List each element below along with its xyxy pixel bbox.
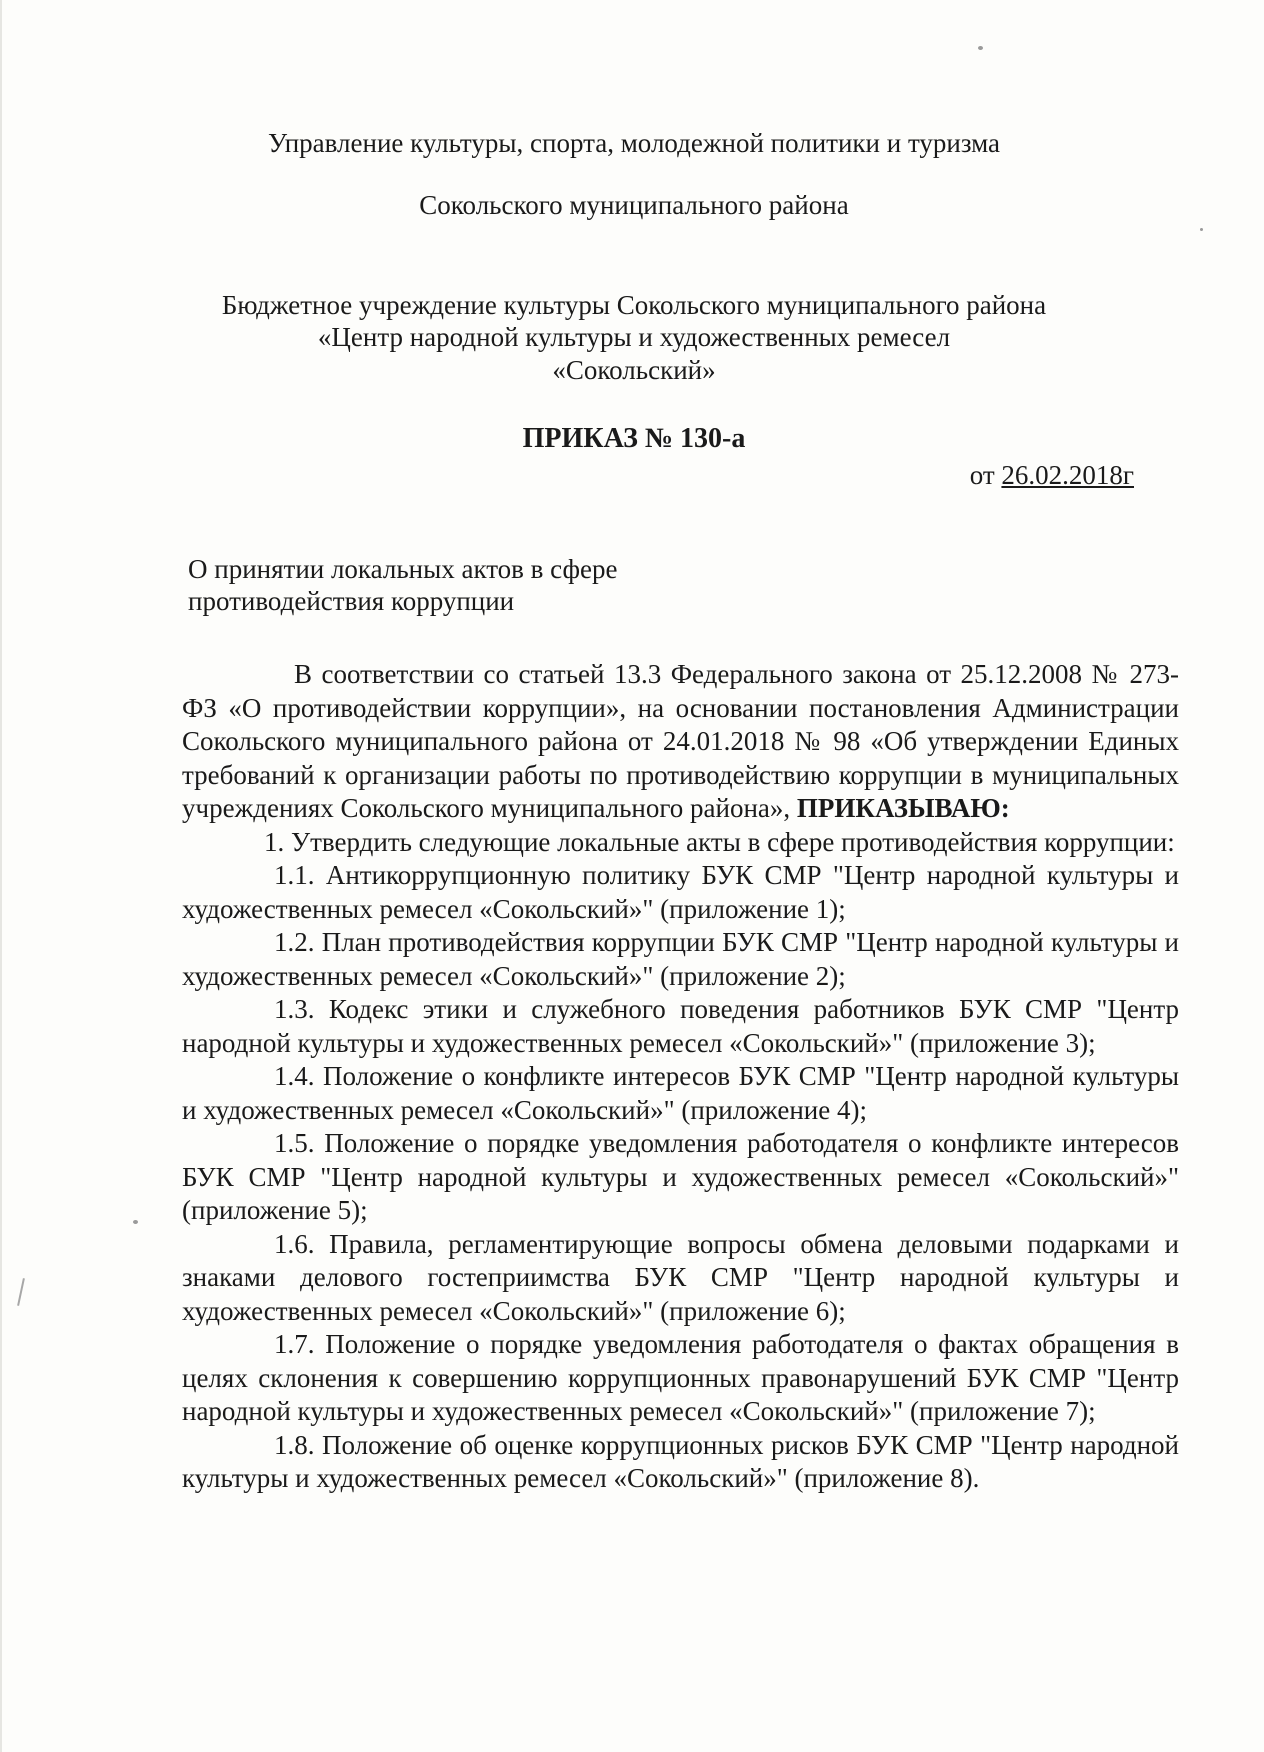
- order-subject: [188, 553, 617, 617]
- item-1-6: 1.6. Правила, регламентирующие вопросы обмена деловыми подарками и знаками делового гостеприимства БУК СМР "Центр народной культуры и художественных ремесел «Сокольский»" (приложение 6);: [182, 1228, 1179, 1326]
- department-line-1: Управление культуры, спорта, молодежной политики и туризма: [267, 128, 1001, 158]
- item-1-2: 1.2. План противодействия коррупции БУК СМР "Центр народной культуры и художественных ремесел «Сокольский»" (приложение 2);: [182, 927, 1179, 991]
- item-1-3: 1.3. Кодекс этики и служебного поведения работников БУК СМР "Центр народной культуры и художественных ремесел «Сокольский»" (приложение 3);: [182, 994, 1179, 1058]
- item-1-5: 1.5. Положение о порядке уведомления работодателя о конфликте интересов БУК СМР "Центр народной культуры и художественных ремесел «Сокольский»" (приложение 5);: [182, 1128, 1179, 1225]
- order-date: [970, 460, 1134, 491]
- order-date-value: 26.02.2018г: [1001, 460, 1134, 490]
- order-body: [182, 658, 1179, 1496]
- order-date-prefix: от: [969, 460, 995, 490]
- subject-line-2: противодействия коррупции: [188, 586, 515, 616]
- preamble-paragraph: [182, 658, 1179, 826]
- preamble-text: В соответствии со статьей 13.3 Федерального закона от 25.12.2008 № 273-ФЗ «О противодействии коррупции», на основании постановления Администрации Сокольского муниципального района от 24.01.2018 № 98 «Об утверждении Единых требований к организации работы по противодействию коррупции в муниципальных учреждениях Сокольского муниципального района»,: [182, 659, 1179, 823]
- institution-line-1: Бюджетное учреждение культуры Сокольского муниципального района: [221, 290, 1047, 320]
- item-1-8: 1.8. Положение об оценке коррупционных рисков БУК СМР "Центр народной культуры и художественных ремесел «Сокольский»" (приложение 8).: [182, 1429, 1179, 1493]
- scan-edge-mark: [17, 1278, 25, 1306]
- scan-speck: [978, 46, 983, 50]
- subject-line-1: О принятии локальных актов в сфере: [188, 554, 618, 584]
- institution-line-3: «Сокольский»: [552, 355, 716, 385]
- institution-line-2: «Центр народной культуры и художественных ремесел: [317, 322, 951, 352]
- order-word: ПРИКАЗЫВАЮ:: [796, 793, 1010, 823]
- item-1-7: 1.7. Положение о порядке уведомления работодателя о фактах обращения в целях склонения к совершению коррупционных правонарушений БУК СМР "Центр народной культуры и художественных ремесел «Сокольский»" (приложение 7);: [182, 1329, 1179, 1426]
- item-1-1: 1.1. Антикоррупционную политику БУК СМР "Центр народной культуры и художественных ремесел «Сокольский»" (приложение 1);: [182, 860, 1179, 924]
- department-line-2: Сокольского муниципального района: [419, 190, 849, 220]
- scan-speck: [1200, 228, 1203, 231]
- item-1-4: 1.4. Положение о конфликте интересов БУК СМР "Центр народной культуры и художественных ремесел «Сокольский»" (приложение 4);: [182, 1061, 1179, 1125]
- order-title: ПРИКАЗ № 130-а: [522, 423, 746, 454]
- item-1: 1. Утвердить следующие локальные акты в сфере противодействия коррупции:: [264, 826, 1175, 857]
- scan-speck: [133, 1220, 138, 1224]
